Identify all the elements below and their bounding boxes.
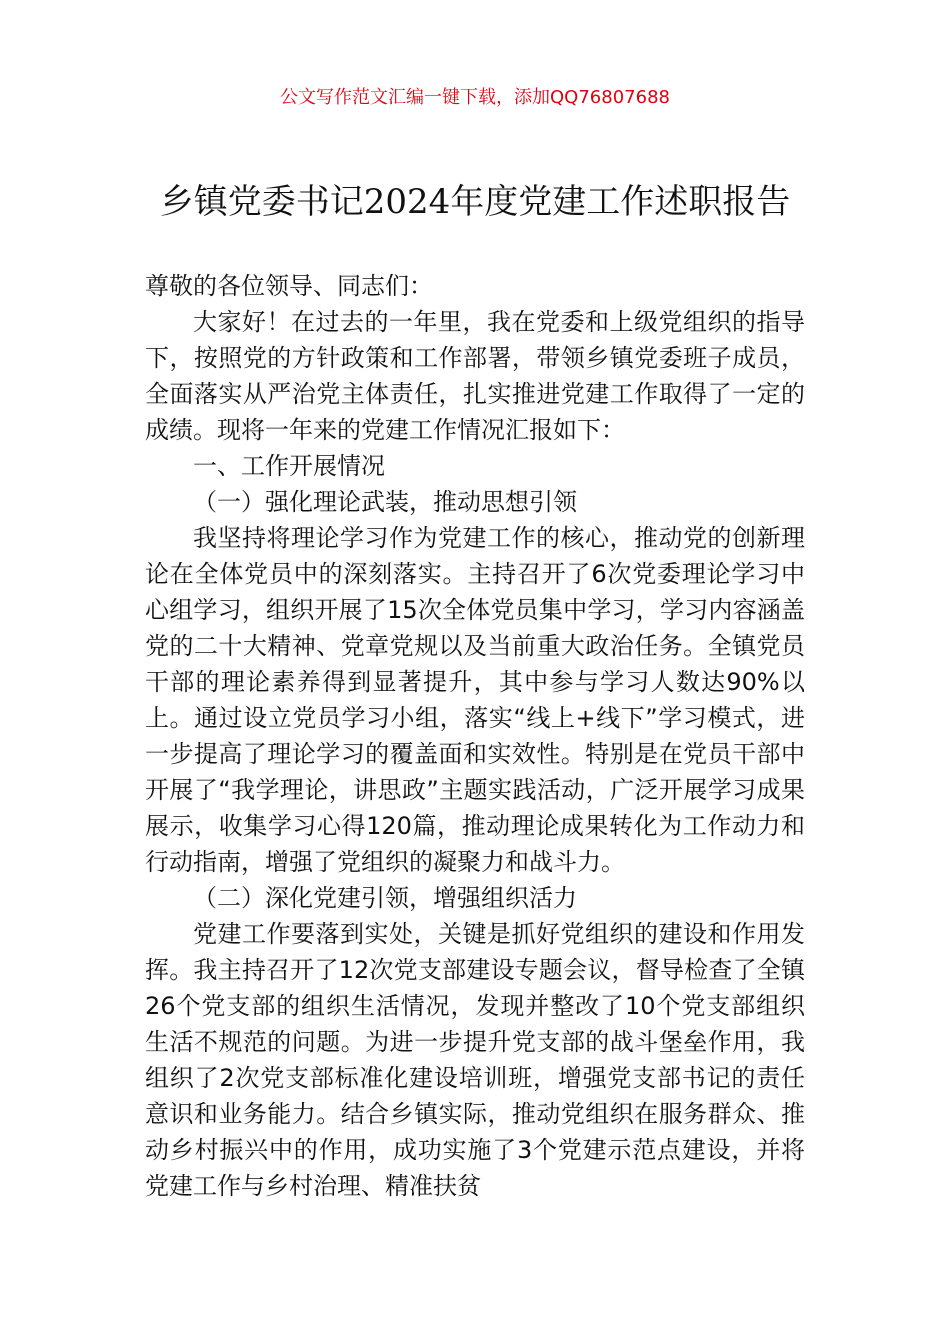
salutation: 尊敬的各位领导、同志们： — [145, 272, 433, 300]
document-title: 乡镇党委书记2024年度党建工作述职报告 — [159, 182, 791, 222]
section-heading-1: 一、工作开展情况 — [193, 452, 385, 480]
subsection-heading-1: （一）强化理论武装，推动思想引领 — [193, 488, 577, 516]
paragraph-intro: 大家好！在过去的一年里，我在党委和上级党组织的指导下，按照党的方针政策和工作部署，带领乡镇党委班子成员，全面落实从严治党主体责任，扎实推进党建工作取得了一定的成绩。现将一年来的党建工作情况汇报如下： — [145, 308, 805, 444]
document-body — [145, 268, 805, 1204]
header-note: 公文写作范文汇编一键下载，添加QQ76807688 — [280, 87, 670, 108]
paragraph-organization: 党建工作要落到实处，关键是抓好党组织的建设和作用发挥。我主持召开了12次党支部建设专题会议，督导检查了全镇26个党支部的组织生活情况，发现并整改了10个党支部组织生活不规范的问题。为进一步提升党支部的战斗堡垒作用，我组织了2次党支部标准化建设培训班，增强党支部书记的责任意识和业务能力。结合乡镇实际，推动党组织在服务群众、推动乡村振兴中的作用，成功实施了3个党建示范点建设，并将党建工作与乡村治理、精准扶贫 — [145, 920, 805, 1200]
paragraph-theory-study: 我坚持将理论学习作为党建工作的核心，推动党的创新理论在全体党员中的深刻落实。主持召开了6次党委理论学习中心组学习，组织开展了15次全体党员集中学习，学习内容涵盖党的二十大精神、党章党规以及当前重大政治任务。全镇党员干部的理论素养得到显著提升，其中参与学习人数达90%以上。通过设立党员学习小组，落实“线上+线下”学习模式，进一步提高了理论学习的覆盖面和实效性。特别是在党员干部中开展了“我学理论，讲思政”主题实践活动，广泛开展学习成果展示，收集学习心得120篇，推动理论成果转化为工作动力和行动指南，增强了党组织的凝聚力和战斗力。 — [145, 524, 805, 876]
subsection-heading-2: （二）深化党建引领，增强组织活力 — [193, 884, 577, 912]
